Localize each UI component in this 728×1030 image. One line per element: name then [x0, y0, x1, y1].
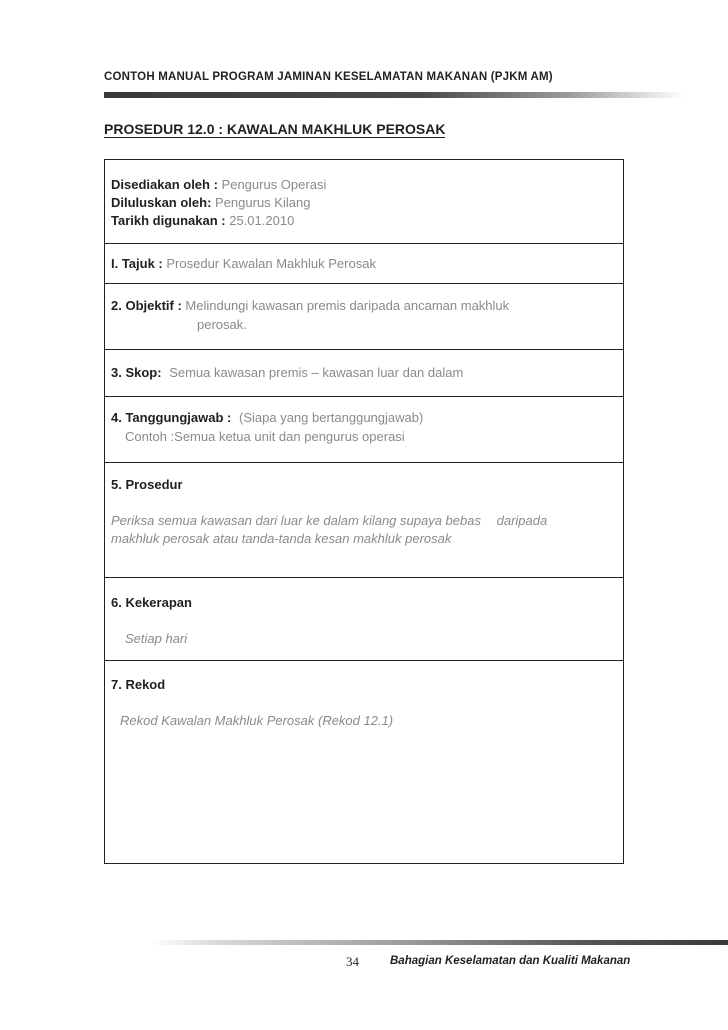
form-row-objective	[105, 284, 623, 350]
title-line	[111, 256, 376, 272]
prepared-by-label: Disediakan oleh :	[111, 177, 218, 192]
record-label: 7. Rekod	[111, 677, 166, 692]
responsibility-line	[111, 410, 423, 426]
document-header-title: CONTOH MANUAL PROGRAM JAMINAN KESELAMATAN MAKANAN (PJKM AM)	[104, 71, 553, 83]
frequency-value: Setiap hari	[125, 631, 188, 646]
objective-value-line2: perosak.	[197, 317, 247, 332]
form-row-frequency	[105, 578, 623, 661]
form-row-procedure	[105, 463, 623, 578]
form-row-title	[105, 244, 623, 284]
prepared-by-line	[111, 177, 326, 193]
scope-label: 3. Skop:	[111, 365, 162, 380]
footer-divider	[150, 940, 728, 945]
title-value: Prosedur Kawalan Makhluk Perosak	[166, 256, 376, 271]
procedure-text-line2: makhluk perosak atau tanda-tanda kesan makhluk perosak	[111, 531, 452, 546]
responsibility-value: (Siapa yang bertanggungjawab)	[239, 410, 424, 425]
scope-value: Semua kawasan premis – kawasan luar dan dalam	[169, 365, 464, 380]
procedure-form	[104, 159, 624, 864]
page-number: 34	[346, 954, 359, 969]
approved-by-label: Diluluskan oleh:	[111, 195, 212, 210]
procedure-label: 5. Prosedur	[111, 477, 183, 492]
record-value: Rekod Kawalan Makhluk Perosak (Rekod 12.1)	[120, 713, 394, 728]
form-row-approvals	[105, 160, 623, 244]
approved-by-line	[111, 195, 310, 211]
date-used-label: Tarikh digunakan :	[111, 213, 226, 228]
form-row-record	[105, 661, 623, 863]
scope-line	[111, 365, 463, 381]
objective-line	[111, 298, 509, 314]
objective-value-line1: Melindungi kawasan premis daripada ancaman makhluk	[185, 298, 510, 313]
responsibility-label: 4. Tanggungjawab :	[111, 410, 232, 425]
objective-label: 2. Objektif :	[111, 298, 182, 313]
page-title: PROSEDUR 12.0 : KAWALAN MAKHLUK PEROSAK	[104, 121, 446, 137]
frequency-label: 6. Kekerapan	[111, 595, 192, 610]
approved-by-value: Pengurus Kilang	[215, 195, 311, 210]
procedure-text-part1: Periksa semua kawasan dari luar ke dalam kilang supaya bebas	[111, 513, 481, 528]
title-label: I. Tajuk :	[111, 256, 163, 271]
header-divider	[104, 92, 684, 98]
form-row-scope	[105, 350, 623, 397]
procedure-text-line1	[111, 513, 547, 529]
date-used-value: 25.01.2010	[229, 213, 295, 228]
prepared-by-value: Pengurus Operasi	[221, 177, 327, 192]
procedure-text-part2: daripada	[496, 513, 548, 528]
responsibility-example: Contoh :Semua ketua unit dan pengurus operasi	[125, 429, 405, 444]
footer-department: Bahagian Keselamatan dan Kualiti Makanan	[390, 955, 631, 967]
form-row-responsibility	[105, 397, 623, 463]
date-used-line	[111, 213, 294, 229]
